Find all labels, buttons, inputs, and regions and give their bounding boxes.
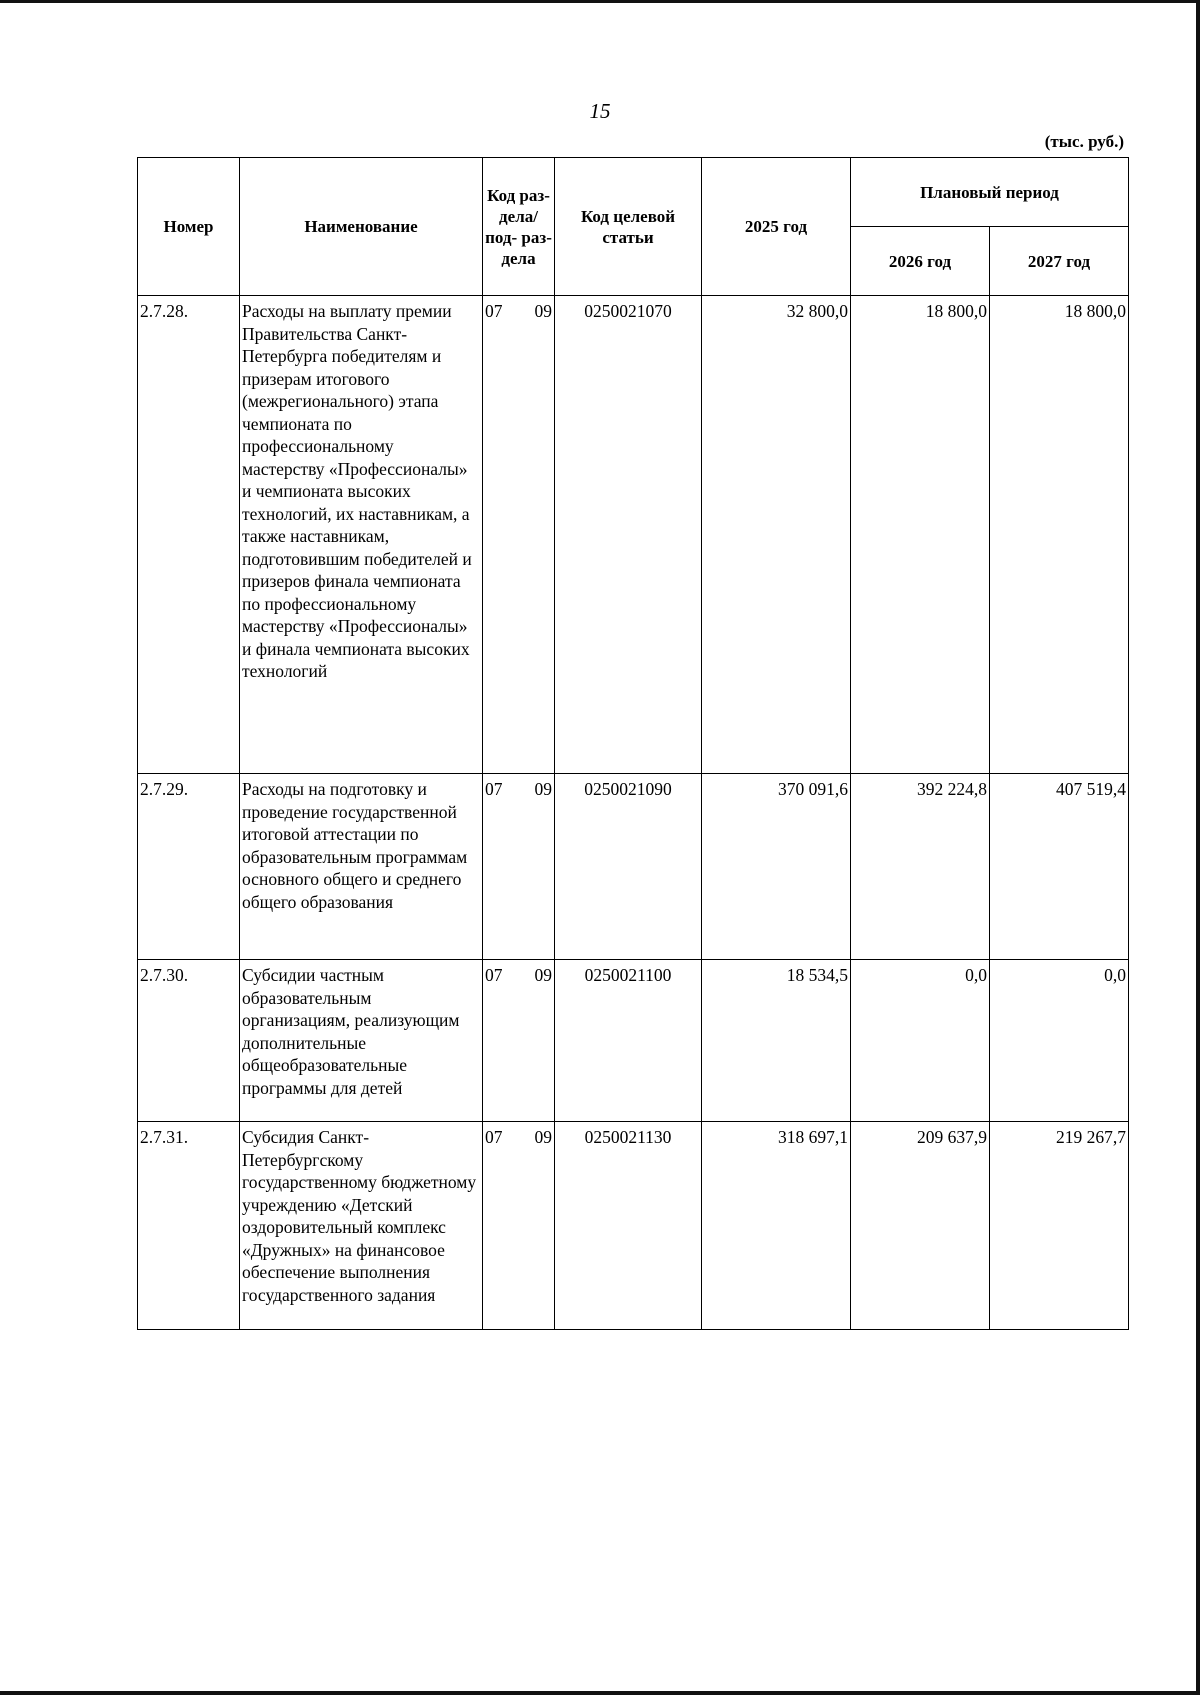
header-number: Номер [138, 158, 240, 296]
budget-table [137, 157, 1129, 1330]
row-2026: 18 800,0 [851, 296, 990, 774]
scan-border-top [0, 0, 1200, 3]
row-target-code: 0250021100 [555, 960, 702, 1122]
row-section-code [483, 1122, 555, 1330]
row-2025: 18 534,5 [702, 960, 851, 1122]
row-subsection: 09 [534, 965, 552, 985]
row-subsection: 09 [534, 1127, 552, 1147]
row-name: Субсидия Санкт-Петербургскому государственному бюджетному учреждению «Детский оздоровительный комплекс «Дружных» на финансовое обеспечение выполнения государственного задания [240, 1122, 483, 1330]
row-2027: 219 267,7 [990, 1122, 1129, 1330]
row-target-code: 0250021070 [555, 296, 702, 774]
row-2027: 18 800,0 [990, 296, 1129, 774]
row-number: 2.7.31. [138, 1122, 240, 1330]
row-2025: 32 800,0 [702, 296, 851, 774]
row-section-code [483, 960, 555, 1122]
row-target-code: 0250021090 [555, 774, 702, 960]
row-subsection: 09 [534, 301, 552, 321]
row-number: 2.7.29. [138, 774, 240, 960]
scan-border-bottom [0, 1691, 1200, 1695]
header-row-1 [138, 158, 1129, 227]
header-planning-period: Плановый период [851, 158, 1129, 227]
row-2027: 0,0 [990, 960, 1129, 1122]
row-section: 07 [485, 965, 503, 985]
row-2025: 318 697,1 [702, 1122, 851, 1330]
header-year-2027: 2027 год [990, 227, 1129, 296]
table-row [138, 1122, 1129, 1330]
row-section-code [483, 774, 555, 960]
header-section-code: Код раз- дела/ под- раз- дела [483, 158, 555, 296]
scan-border-right [1196, 0, 1200, 1695]
row-2027: 407 519,4 [990, 774, 1129, 960]
row-subsection: 09 [534, 779, 552, 799]
table-row [138, 774, 1129, 960]
header-name: Наименование [240, 158, 483, 296]
row-number: 2.7.30. [138, 960, 240, 1122]
row-number: 2.7.28. [138, 296, 240, 774]
units-label: (тыс. руб.) [1044, 132, 1124, 151]
row-section: 07 [485, 779, 503, 799]
row-section: 07 [485, 301, 503, 321]
row-name: Субсидии частным образовательным организациям, реализующим дополнительные общеобразовательные программы для детей [240, 960, 483, 1122]
row-section-code [483, 296, 555, 774]
header-target-code: Код целевой статьи [555, 158, 702, 296]
row-target-code: 0250021130 [555, 1122, 702, 1330]
row-name: Расходы на подготовку и проведение государственной итоговой аттестации по образовательным программам основного общего и среднего общего образования [240, 774, 483, 960]
table-row [138, 960, 1129, 1122]
table-row [138, 296, 1129, 774]
row-2026: 0,0 [851, 960, 990, 1122]
header-year-2025: 2025 год [702, 158, 851, 296]
row-section: 07 [485, 1127, 503, 1147]
header-year-2026: 2026 год [851, 227, 990, 296]
row-name: Расходы на выплату премии Правительства Санкт-Петербурга победителям и призерам итогового (межрегионального) этапа чемпионата по профессиональному мастерству «Профессионалы» и чемпионата высоких технологий, их наставникам, а также наставникам, подготовившим победителей и призеров финала чемпионата по профессиональному мастерству «Профессионалы» и финала чемпионата высоких технологий [240, 296, 483, 774]
row-2026: 392 224,8 [851, 774, 990, 960]
row-2026: 209 637,9 [851, 1122, 990, 1330]
row-2025: 370 091,6 [702, 774, 851, 960]
page-number: 15 [589, 99, 611, 123]
